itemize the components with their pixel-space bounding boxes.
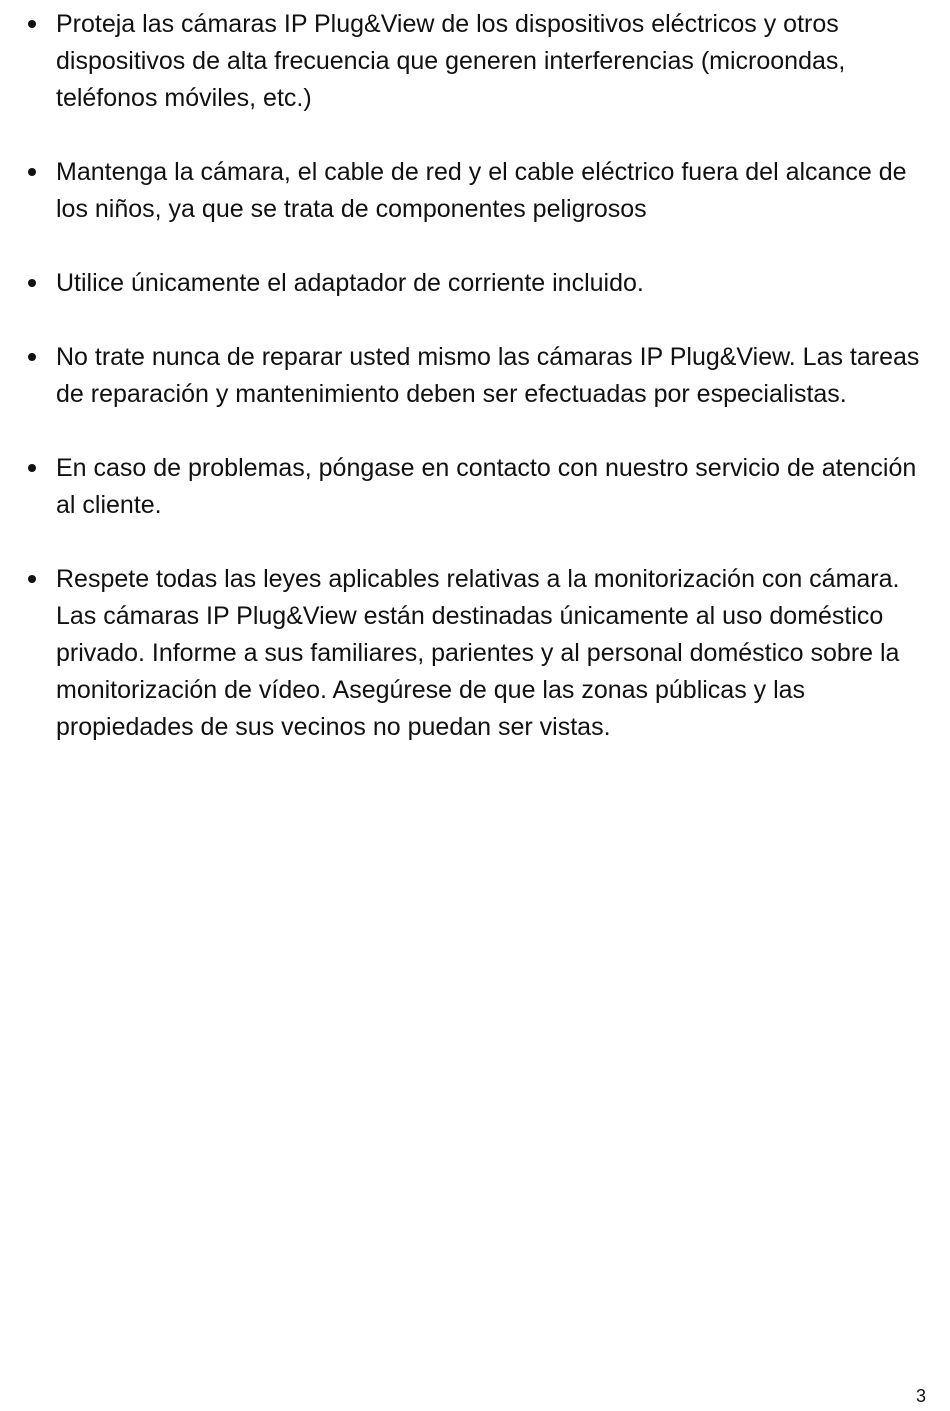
- list-item: [24, 339, 924, 413]
- list-item-text: Proteja las cámaras IP Plug&View de los dispositivos eléctricos y otros dispositivos de alta frecuencia que generen interferencias (microondas, teléfonos móviles, etc.): [56, 10, 846, 112]
- bullet-icon: [28, 353, 36, 361]
- list-item: [24, 450, 924, 524]
- bullet-icon: [28, 279, 36, 287]
- bullet-icon: [28, 575, 36, 583]
- list-item: [24, 6, 924, 117]
- page-number: 3: [915, 1386, 926, 1406]
- list-item-text: En caso de problemas, póngase en contacto con nuestro servicio de atención al cliente.: [56, 454, 917, 519]
- list-item: [24, 265, 924, 302]
- list-item-text: Utilice únicamente el adaptador de corriente incluido.: [56, 269, 644, 297]
- safety-instructions-list: [24, 6, 924, 783]
- list-item-text: Respete todas las leyes aplicables relativas a la monitorización con cámara. Las cámaras IP Plug&View están destinadas únicamente al uso doméstico privado. Informe a sus familiares, parientes y al personal doméstico sobre la monitorización de vídeo. Asegúrese de que las zonas públicas y las propiedades de sus vecinos no puedan ser vistas.: [56, 565, 900, 741]
- bullet-icon: [28, 20, 36, 28]
- list-item-text: No trate nunca de reparar usted mismo las cámaras IP Plug&View. Las tareas de reparación y mantenimiento deben ser efectuadas por especialistas.: [56, 343, 920, 408]
- list-item-text: Mantenga la cámara, el cable de red y el cable eléctrico fuera del alcance de los niños, ya que se trata de componentes peligrosos: [56, 158, 907, 223]
- list-item: [24, 561, 924, 746]
- bullet-icon: [28, 464, 36, 472]
- bullet-icon: [28, 168, 36, 176]
- list-item: [24, 154, 924, 228]
